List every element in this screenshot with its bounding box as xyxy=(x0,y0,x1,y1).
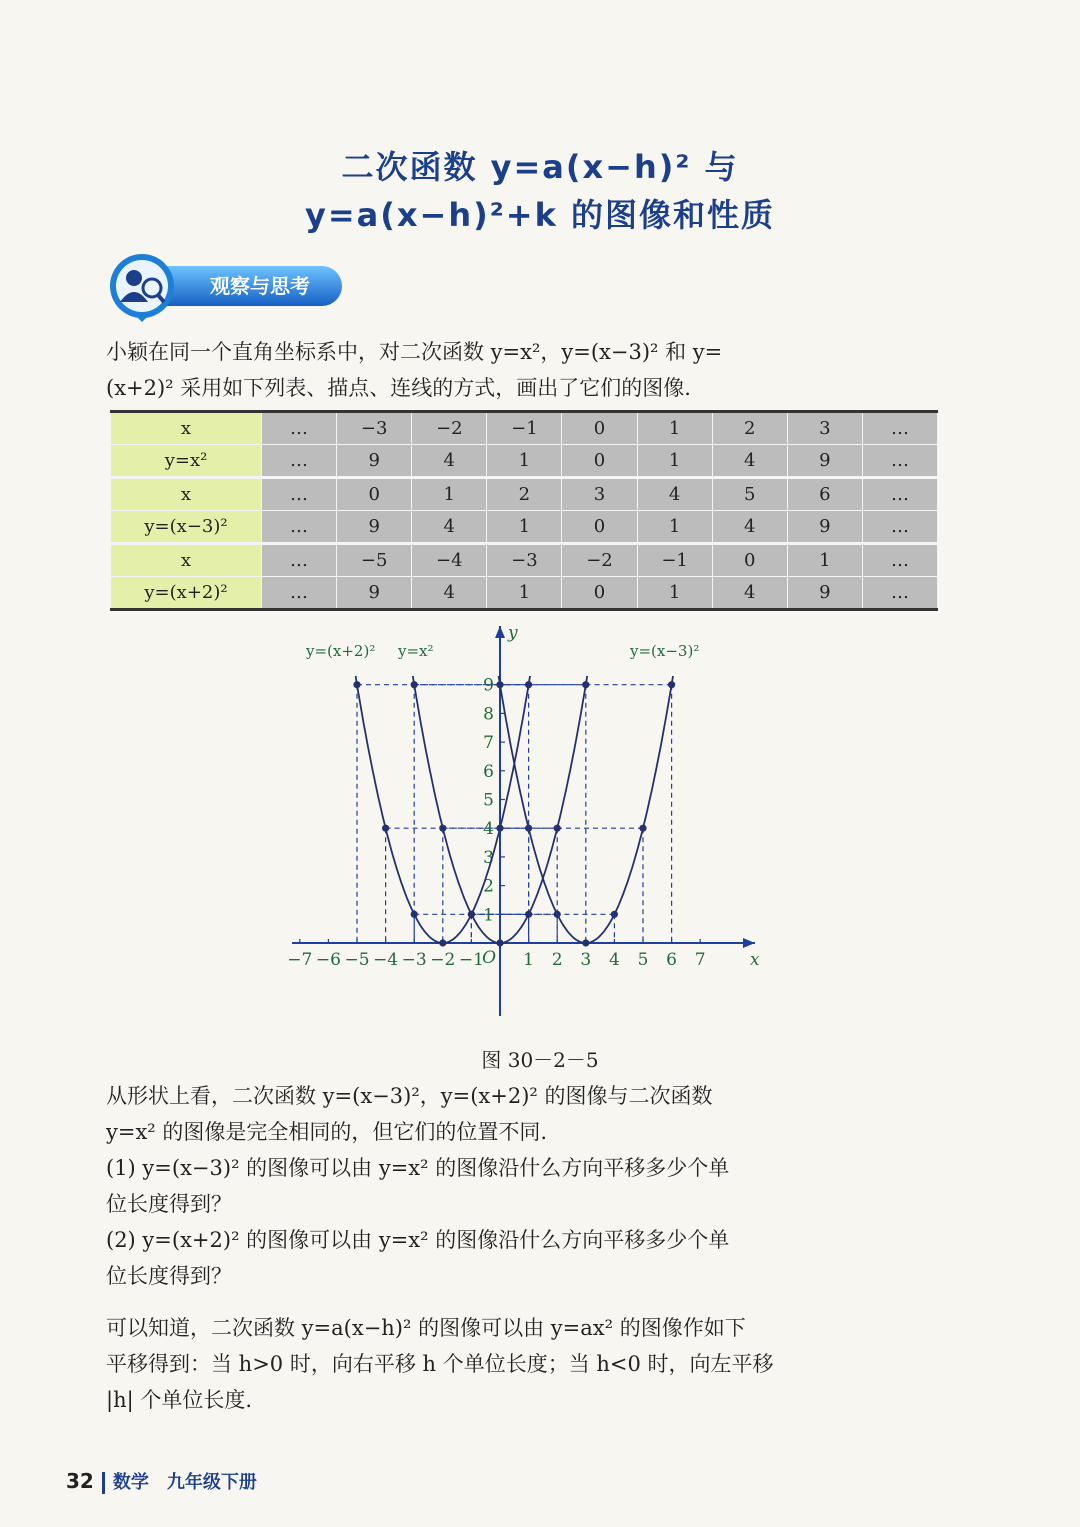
question-2-line-1: (2) y=(x+2)² 的图像可以由 y=x² 的图像沿什么方向平移多少个单 xyxy=(106,1228,730,1252)
data-point xyxy=(668,681,675,688)
y-tick-label: 5 xyxy=(483,790,494,811)
table-row xyxy=(111,577,938,610)
data-point xyxy=(496,939,503,946)
table-cell: 9 xyxy=(337,577,412,610)
table-row xyxy=(111,445,938,478)
table-cell: y=(x−3)² xyxy=(111,511,262,544)
table-cell: … xyxy=(862,412,937,445)
data-point xyxy=(611,911,618,918)
table-cell: −4 xyxy=(412,544,487,577)
footer-divider xyxy=(102,1472,105,1494)
table-cell: … xyxy=(262,478,337,511)
table-cell: … xyxy=(862,577,937,610)
table-cell: … xyxy=(262,511,337,544)
table-cell: 1 xyxy=(487,511,562,544)
data-point xyxy=(496,681,503,688)
parabola-graph xyxy=(280,618,770,1028)
table-cell: 9 xyxy=(787,577,862,610)
table-cell: 2 xyxy=(487,478,562,511)
y-tick-label: 3 xyxy=(483,847,494,868)
x-tick-label: −6 xyxy=(315,950,341,970)
table-cell: 1 xyxy=(487,445,562,478)
y-tick-label: 7 xyxy=(483,733,494,754)
table-cell: … xyxy=(262,445,337,478)
y-tick-label: 4 xyxy=(483,819,494,840)
table-cell: x xyxy=(111,478,262,511)
data-point xyxy=(353,681,360,688)
y-tick-label: 1 xyxy=(483,905,494,926)
curve-label-right: y=(x−3)² xyxy=(630,642,700,660)
table-row xyxy=(111,511,938,544)
x-tick-label: −4 xyxy=(373,950,399,970)
table-cell: 4 xyxy=(412,445,487,478)
badge-label: 观察与思考 xyxy=(210,274,310,298)
table-cell: 6 xyxy=(787,478,862,511)
question-2-line-2: 位长度得到？ xyxy=(106,1264,232,1288)
table-cell: … xyxy=(862,511,937,544)
conclusion-line-3: |h| 个单位长度. xyxy=(106,1388,253,1412)
question-1-line-2: 位长度得到？ xyxy=(106,1192,232,1216)
table-cell: … xyxy=(262,412,337,445)
x-axis-arrow xyxy=(743,938,755,948)
y-axis-arrow xyxy=(495,626,505,638)
x-tick-label: 5 xyxy=(637,950,649,970)
x-tick-label: 7 xyxy=(694,950,706,970)
value-table xyxy=(110,410,938,611)
table-row xyxy=(111,478,938,511)
x-tick-label: 6 xyxy=(666,950,678,970)
data-point xyxy=(496,825,503,832)
data-point xyxy=(554,911,561,918)
conclusion-line-1: 可以知道，二次函数 y=a(x−h)² 的图像可以由 y=ax² 的图像作如下 xyxy=(106,1316,746,1340)
body-p1-line-2: y=x² 的图像是完全相同的，但它们的位置不同. xyxy=(106,1120,548,1144)
x-tick-label: 2 xyxy=(551,950,563,970)
figure-caption: 图 30－2－5 xyxy=(481,1048,599,1072)
table-cell: 1 xyxy=(412,478,487,511)
table-cell: y=(x+2)² xyxy=(111,577,262,610)
table-cell: 1 xyxy=(637,511,712,544)
conclusion-line-2: 平移得到：当 h>0 时，向右平移 h 个单位长度；当 h<0 时，向左平移 xyxy=(106,1352,774,1376)
page-number: 32 xyxy=(66,1469,94,1493)
table-cell: 0 xyxy=(712,544,787,577)
table-cell: 9 xyxy=(787,445,862,478)
page-title-line-2: y=a(x−h)²+k 的图像和性质 xyxy=(304,196,775,234)
observe-think-badge xyxy=(100,252,348,322)
x-tick-label: −1 xyxy=(458,950,484,970)
table-cell: 0 xyxy=(562,445,637,478)
table-cell: 5 xyxy=(712,478,787,511)
table-cell: 0 xyxy=(562,412,637,445)
table-cell: −1 xyxy=(637,544,712,577)
data-point xyxy=(411,911,418,918)
table-cell: 2 xyxy=(712,412,787,445)
data-point xyxy=(468,911,475,918)
table-cell: … xyxy=(862,445,937,478)
table-cell: x xyxy=(111,544,262,577)
table-cell: 0 xyxy=(337,478,412,511)
table-cell: y=x² xyxy=(111,445,262,478)
table-cell: −5 xyxy=(337,544,412,577)
data-point xyxy=(554,825,561,832)
table-cell: … xyxy=(862,478,937,511)
data-point xyxy=(639,825,646,832)
curve-label-middle: y=x² xyxy=(398,642,434,660)
data-point xyxy=(382,825,389,832)
table-cell: 0 xyxy=(562,511,637,544)
data-point xyxy=(525,681,532,688)
x-axis-label: x xyxy=(750,950,760,970)
x-tick-label: −7 xyxy=(287,950,313,970)
table-row xyxy=(111,412,938,445)
page-title-line-1: 二次函数 y=a(x−h)² 与 xyxy=(341,148,739,186)
table-cell: 4 xyxy=(712,445,787,478)
data-point xyxy=(439,939,446,946)
origin-label: O xyxy=(482,948,496,968)
table-cell: 3 xyxy=(787,412,862,445)
y-tick-label: 9 xyxy=(483,675,494,696)
question-1-line-1: (1) y=(x−3)² 的图像可以由 y=x² 的图像沿什么方向平移多少个单 xyxy=(106,1156,730,1180)
x-tick-label: −2 xyxy=(430,950,456,970)
body-p1-line-1: 从形状上看，二次函数 y=(x−3)²，y=(x+2)² 的图像与二次函数 xyxy=(106,1084,713,1108)
page-footer xyxy=(66,1468,257,1494)
table-cell: 9 xyxy=(337,445,412,478)
book-title: 数学 九年级下册 xyxy=(112,1472,257,1493)
table-cell: … xyxy=(262,544,337,577)
data-point xyxy=(582,681,589,688)
data-point xyxy=(411,681,418,688)
data-point xyxy=(439,825,446,832)
table-cell: 1 xyxy=(637,577,712,610)
table-cell: 9 xyxy=(787,511,862,544)
table-cell: … xyxy=(262,577,337,610)
table-cell: 1 xyxy=(787,544,862,577)
data-point xyxy=(525,911,532,918)
table-cell: 4 xyxy=(637,478,712,511)
table-cell: 1 xyxy=(487,577,562,610)
x-tick-label: −5 xyxy=(344,950,370,970)
intro-line-2: (x+2)² 采用如下列表、描点、连线的方式，画出了它们的图像. xyxy=(106,376,691,400)
table-cell: −2 xyxy=(562,544,637,577)
table-cell: −2 xyxy=(412,412,487,445)
y-tick-label: 6 xyxy=(483,761,494,782)
table-cell: x xyxy=(111,412,262,445)
table-cell: … xyxy=(862,544,937,577)
data-point xyxy=(525,825,532,832)
table-cell: −3 xyxy=(487,544,562,577)
x-tick-label: 1 xyxy=(523,950,535,970)
table-cell: 4 xyxy=(712,577,787,610)
x-tick-label: −3 xyxy=(401,950,427,970)
table-cell: 1 xyxy=(637,412,712,445)
table-row xyxy=(111,544,938,577)
y-axis-label: y xyxy=(508,623,518,643)
table-cell: 4 xyxy=(712,511,787,544)
curve-label-left: y=(x+2)² xyxy=(306,642,376,660)
table-cell: 9 xyxy=(337,511,412,544)
y-tick-label: 2 xyxy=(483,876,494,897)
table-cell: 4 xyxy=(412,511,487,544)
intro-line-1: 小颖在同一个直角坐标系中，对二次函数 y=x²，y=(x−3)² 和 y= xyxy=(106,340,723,364)
x-tick-label: 4 xyxy=(608,950,620,970)
x-tick-label: 3 xyxy=(580,950,592,970)
table-cell: 1 xyxy=(637,445,712,478)
table-cell: 4 xyxy=(412,577,487,610)
table-cell: −1 xyxy=(487,412,562,445)
y-tick-label: 8 xyxy=(483,704,494,725)
table-cell: 0 xyxy=(562,577,637,610)
table-cell: 3 xyxy=(562,478,637,511)
table-cell: −3 xyxy=(337,412,412,445)
data-point xyxy=(582,939,589,946)
